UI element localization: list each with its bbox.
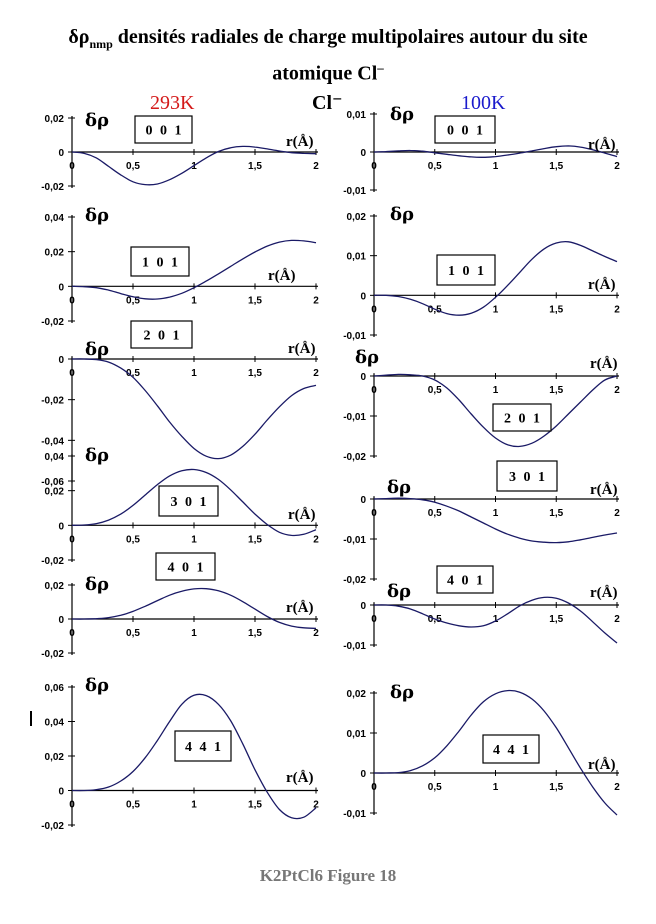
chart-l201 [41,321,319,488]
figure-caption: K2PtCl6 Figure 18 [259,866,397,885]
y-tick-label: -0,01 [343,535,366,546]
index-label: 4 0 1 [447,573,485,589]
y-axis-label: δρ [85,339,109,360]
x-tick-label: 0,5 [427,508,442,519]
x-axis-label: r(Å) [288,341,316,357]
y-tick-label: -0,02 [41,395,64,407]
x-tick-label: 1 [492,385,499,396]
x-tick-label: 1 [191,799,197,811]
x-tick-label: 1,5 [549,304,564,316]
y-tick-label: 0 [58,615,64,626]
x-tick-label: 0 [69,161,75,172]
y-axis-label: δρ [355,347,379,368]
index-label: 3 0 1 [170,495,209,510]
x-tick-label: 2 [614,614,620,625]
chart-l401 [41,553,319,660]
x-tick-label: 2 [614,508,620,519]
y-tick-label: -0,02 [41,317,64,328]
y-axis-label: δρ [85,675,109,696]
x-tick-label: 1 [191,161,197,172]
y-tick-label: 0,01 [346,110,366,121]
x-tick-label: 1 [492,782,499,793]
x-tick-label: 1,5 [549,782,564,793]
y-tick-label: 0,02 [346,689,366,700]
x-tick-label: 0 [371,385,377,396]
chart-r001 [343,104,620,197]
x-tick-label: 0,5 [126,295,140,307]
x-tick-label: 1,5 [248,628,262,639]
y-tick-label: -0,01 [343,412,366,423]
y-tick-label: -0,01 [343,186,366,197]
title-subscript: nmp [89,37,113,51]
x-tick-label: 0,5 [427,614,442,625]
y-tick-label: 0 [360,372,366,383]
y-tick-label: -0,01 [343,809,366,820]
x-axis-label: r(Å) [590,356,618,372]
x-tick-label: 1,5 [549,161,564,172]
index-label: 4 4 1 [185,740,223,755]
y-tick-label: 0,01 [346,729,366,740]
chart-r101 [343,204,620,342]
y-axis-label: δρ [390,204,414,225]
y-axis-label: δρ [85,445,109,466]
x-tick-label: 1,5 [549,385,564,396]
x-tick-label: 2 [614,385,620,396]
header-293k: 293K [150,92,195,114]
x-axis-label: r(Å) [588,277,616,293]
x-axis-label: r(Å) [286,600,314,616]
y-tick-label: 0,04 [44,717,64,729]
index-label: 3 0 1 [509,470,547,485]
x-tick-label: 2 [313,628,319,639]
y-axis-label: δρ [85,574,109,595]
index-label: 2 0 1 [143,328,182,344]
y-tick-label: 0,01 [346,251,366,263]
x-tick-label: 0 [371,782,377,793]
x-tick-label: 0 [371,614,377,625]
y-tick-label: 0 [58,282,64,294]
index-label: 4 0 1 [167,560,206,576]
x-tick-label: 2 [313,368,319,379]
x-tick-label: 0,5 [427,782,442,793]
x-tick-label: 2 [614,161,620,172]
y-tick-label: 0 [360,291,366,303]
x-axis-label: r(Å) [288,507,316,523]
x-tick-label: 0 [371,304,377,316]
x-tick-label: 1 [492,161,499,172]
y-tick-label: -0,02 [343,452,366,463]
x-tick-label: 1 [191,534,197,546]
x-tick-label: 2 [313,161,319,172]
chart-r201 [343,347,620,463]
y-tick-label: 0 [58,521,64,533]
chart-l001 [41,110,319,193]
x-tick-label: 0 [69,368,75,379]
x-tick-label: 1,5 [248,534,262,546]
index-label: 1 0 1 [448,264,486,279]
index-label: 2 0 1 [504,411,542,427]
x-tick-label: 1 [492,614,499,625]
y-tick-label: 0,02 [44,114,64,125]
index-label: 1 0 1 [142,255,180,271]
x-tick-label: 1,5 [549,508,564,519]
x-tick-label: 0 [69,295,75,307]
index-label: 0 0 1 [447,123,485,139]
x-tick-label: 0,5 [427,304,442,316]
x-tick-label: 2 [313,534,319,546]
y-tick-label: -0,04 [41,436,64,448]
x-tick-label: 1,5 [248,295,262,307]
x-tick-label: 0,5 [126,161,140,172]
chart-r401 [343,566,620,652]
y-axis-label: δρ [390,682,414,703]
x-axis-label: r(Å) [286,134,314,150]
y-tick-label: -0,01 [343,641,366,652]
y-tick-label: -0,02 [41,649,64,660]
x-tick-label: 1 [492,304,499,316]
x-tick-label: 0 [69,628,75,639]
y-axis-label: δρ [390,104,414,125]
x-tick-label: 0,5 [126,799,140,811]
y-tick-label: 0,04 [44,213,64,224]
series-line [374,498,617,542]
x-axis-label: r(Å) [590,482,618,498]
y-tick-label: -0,02 [41,182,64,193]
y-tick-label: 0,02 [44,752,64,763]
x-tick-label: 2 [614,782,620,793]
x-tick-label: 1 [191,368,197,379]
x-tick-label: 0,5 [427,161,442,172]
x-axis-label: r(Å) [268,268,296,284]
y-tick-label: 0,02 [44,486,64,498]
x-tick-label: 1 [191,295,197,307]
index-label: 0 0 1 [145,123,184,139]
x-axis-label: r(Å) [588,757,616,773]
chart-l301 [41,445,319,567]
x-tick-label: 1 [191,628,197,639]
chart-l441 [41,675,319,832]
x-tick-label: 0,5 [126,628,140,639]
chart-r441 [343,682,620,820]
title-text: densités radiales de charge multipolaires autour du site [112,26,588,48]
y-tick-label: 0 [360,601,366,612]
index-label: 4 4 1 [493,743,531,758]
x-tick-label: 0 [69,799,75,811]
x-tick-label: 0,5 [126,368,140,379]
y-axis-label: δρ [387,477,411,498]
y-tick-label: 0 [58,148,64,159]
x-tick-label: 0,5 [126,534,140,546]
y-tick-label: 0 [360,769,366,780]
x-tick-label: 0 [371,161,377,172]
header-100k: 100K [461,92,506,114]
y-tick-label: -0,01 [343,331,366,342]
x-tick-label: 1,5 [248,368,262,379]
y-tick-label: -0,02 [41,821,64,832]
x-axis-label: r(Å) [286,770,314,786]
x-tick-label: 1,5 [549,614,564,625]
y-tick-label: 0 [360,495,366,506]
y-tick-label: 0,02 [44,581,64,592]
y-axis-label: δρ [85,110,109,131]
y-tick-label: 0,06 [44,683,64,694]
x-tick-label: 1,5 [248,161,262,172]
x-tick-label: 0 [69,534,75,546]
x-axis-label: r(Å) [590,585,618,601]
y-tick-label: 0 [58,786,64,798]
title-text-2: atomique Cl [272,62,378,85]
y-axis-label: δρ [85,205,109,226]
y-tick-label: 0 [360,148,366,159]
x-tick-label: 2 [313,799,319,811]
header-ion: Cl⁻ [312,92,343,114]
y-tick-label: -0,02 [41,556,64,567]
y-tick-label: 0,04 [44,452,64,463]
x-tick-label: 1,5 [248,799,262,811]
y-tick-label: 0,02 [44,247,64,259]
x-tick-label: 2 [313,295,319,307]
x-tick-label: 2 [614,304,620,316]
y-tick-label: -0,02 [343,575,366,586]
x-axis-label: r(Å) [588,137,616,153]
title-superscript: – [377,60,384,75]
y-tick-label: -0,06 [41,477,64,488]
y-tick-label: 0,02 [346,212,366,223]
chart-l101 [41,205,319,328]
y-tick-label: 0 [58,355,64,366]
x-tick-label: 0 [371,508,377,519]
x-tick-label: 0,5 [427,385,442,396]
x-tick-label: 1 [492,508,499,519]
y-axis-label: δρ [387,581,411,602]
title-symbol: δρ [68,26,90,48]
